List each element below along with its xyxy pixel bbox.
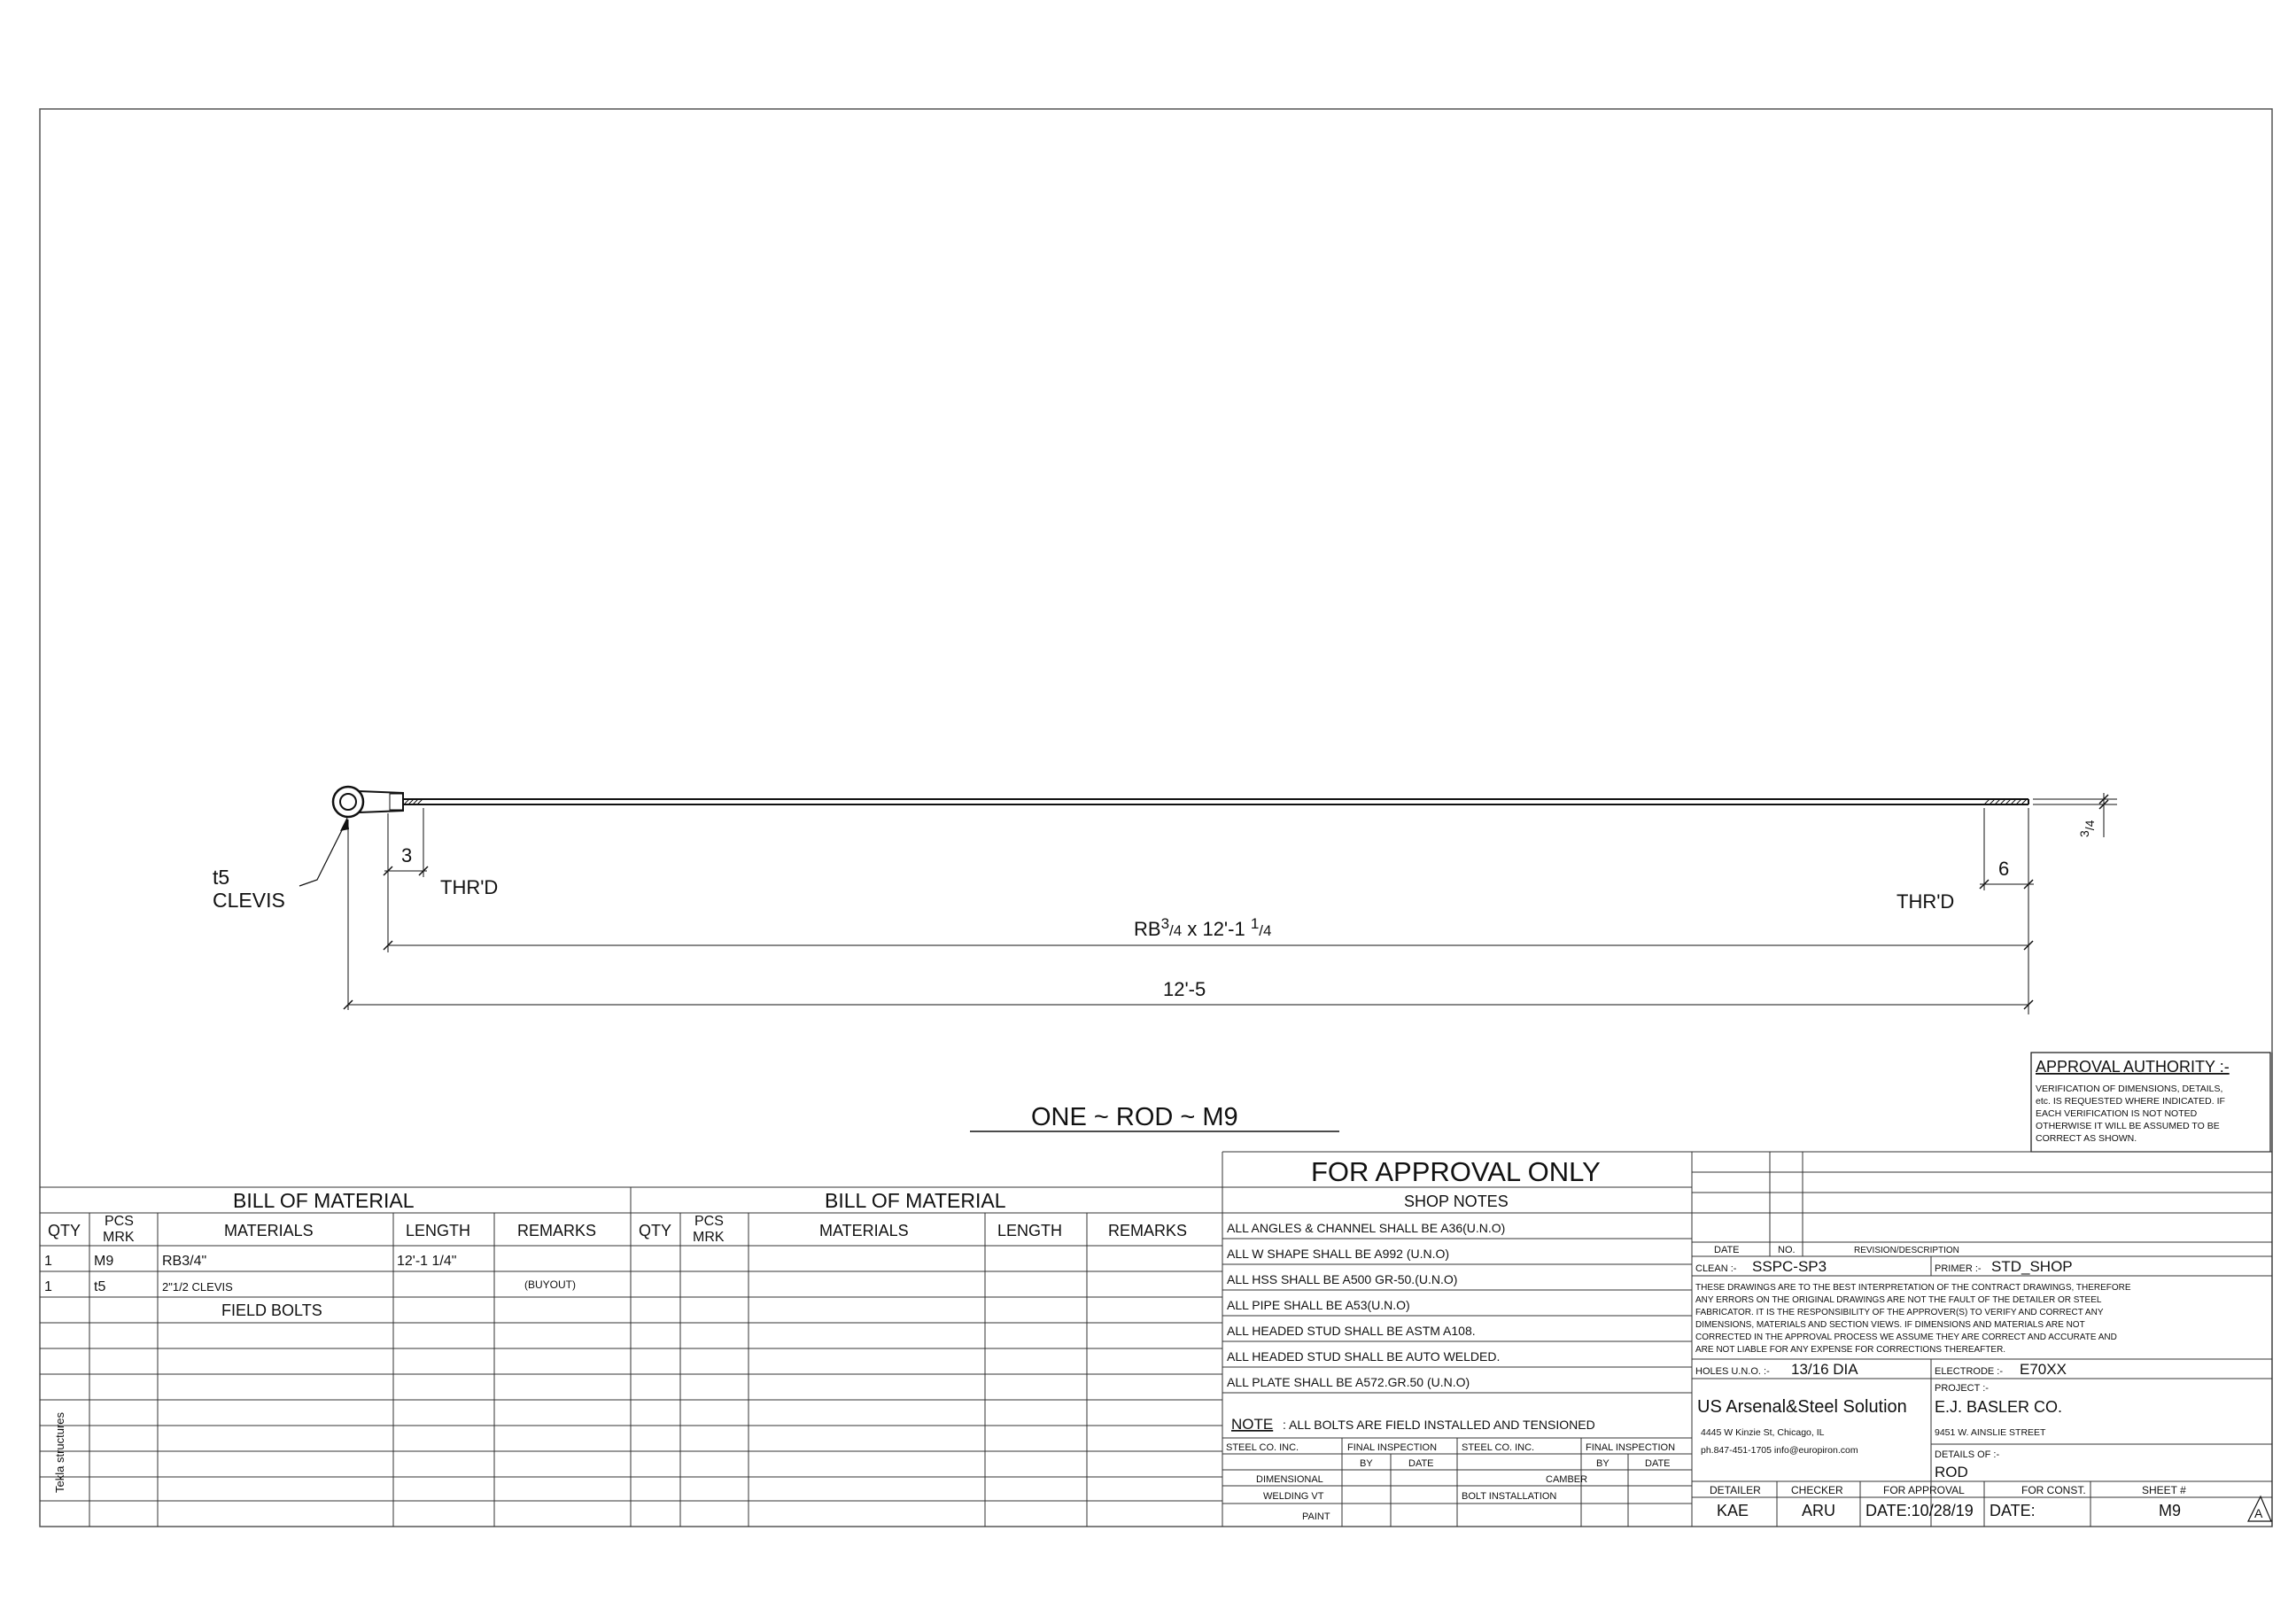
approval-authority-box — [2031, 1053, 2270, 1152]
approval-line-3: EACH VERIFICATION IS NOT NOTED — [2036, 1108, 2198, 1119]
insp-camber: CAMBER — [1546, 1474, 1588, 1485]
approval-authority-title: APPROVAL AUTHORITY :- — [2036, 1058, 2230, 1076]
rod-dim-num2: 1 — [1250, 915, 1260, 932]
overall-dimension-text: 12'-5 — [1163, 978, 1206, 1000]
clevis-pin — [340, 794, 356, 810]
insp-paint: PAINT — [1302, 1511, 1330, 1522]
bom-row-1-mrk: M9 — [94, 1254, 114, 1269]
clean-value: SSPC-SP3 — [1752, 1258, 1827, 1275]
bom-header-remarks-2: REMARKS — [1108, 1222, 1188, 1239]
bom-row-2-mrk: t5 — [94, 1279, 106, 1294]
shop-note-1: ALL ANGLES & CHANNEL SHALL BE A36(U.N.O) — [1227, 1221, 1506, 1235]
bom-header-length-2: LENGTH — [997, 1222, 1063, 1239]
approval-line-2: etc. IS REQUESTED WHERE INDICATED. IF — [2036, 1096, 2225, 1107]
bom-row-1-qty: 1 — [44, 1254, 52, 1269]
shop-note-3: ALL HSS SHALL BE A500 GR-50.(U.N.O) — [1227, 1272, 1458, 1286]
insp-dimensional: DIMENSIONAL — [1256, 1474, 1323, 1485]
clevis-thread — [390, 794, 403, 810]
note-label: NOTE — [1231, 1416, 1274, 1433]
rev-date-header: DATE — [1714, 1245, 1740, 1255]
bom-row-2-remarks: (BUYOUT) — [524, 1278, 576, 1291]
insp-by-2: BY — [1596, 1458, 1610, 1469]
view-title: ONE ~ ROD ~ M9 — [1031, 1103, 1238, 1131]
clean-label: CLEAN :- — [1695, 1263, 1737, 1274]
bom-row-2-material: 2"1/2 CLEVIS — [162, 1280, 233, 1294]
insp-date-2: DATE — [1645, 1458, 1671, 1469]
insp-bolt-install: BOLT INSTALLATION — [1462, 1491, 1557, 1502]
shop-note-7: ALL PLATE SHALL BE A572.GR.50 (U.N.O) — [1227, 1375, 1470, 1389]
electrode-label: ELECTRODE :- — [1935, 1366, 2004, 1377]
bom-header-length: LENGTH — [406, 1222, 471, 1239]
shop-note-5: ALL HEADED STUD SHALL BE ASTM A108. — [1227, 1324, 1476, 1338]
clevis-label-text: CLEVIS — [213, 889, 285, 912]
details-value: ROD — [1935, 1464, 1968, 1480]
insp-final-1: FINAL INSPECTION — [1347, 1442, 1438, 1453]
dia-num: 3 — [2077, 830, 2091, 837]
bom-field-bolts: FIELD BOLTS — [221, 1302, 322, 1319]
disclaimer-line-2: ANY ERRORS ON THE ORIGINAL DRAWINGS ARE NOT THE FAULT OF THE DETAILER OR STEEL — [1695, 1295, 2102, 1305]
shop-note-2: ALL W SHAPE SHALL BE A992 (U.N.O) — [1227, 1247, 1450, 1261]
bom-header-mrk: MRK — [103, 1230, 135, 1245]
checker-value: ARU — [1802, 1502, 1836, 1519]
detailer-label: DETAILER — [1710, 1484, 1761, 1496]
insp-final-2: FINAL INSPECTION — [1586, 1442, 1676, 1453]
clevis-leader — [299, 820, 347, 886]
for-const-label: FOR CONST. — [2021, 1484, 2086, 1496]
project-address: 9451 W. AINSLIE STREET — [1935, 1427, 2046, 1438]
insp-by-1: BY — [1360, 1458, 1373, 1469]
insp-steel-co-1: STEEL CO. INC. — [1226, 1442, 1299, 1453]
thrd-right-text: THR'D — [1897, 890, 1955, 913]
project-label: PROJECT :- — [1935, 1383, 1989, 1394]
disclaimer-line-4: DIMENSIONS, MATERIALS AND SECTION VIEWS. IF DIMENSIONS AND MATERIALS ARE NOT — [1695, 1320, 2085, 1330]
bom-header-remarks: REMARKS — [517, 1222, 597, 1239]
rod-detail-view — [299, 787, 2117, 1014]
bom-header-pcs-2: PCS — [694, 1214, 724, 1229]
insp-date-1: DATE — [1408, 1458, 1434, 1469]
approval-line-4: OTHERWISE IT WILL BE ASSUMED TO BE — [2036, 1121, 2220, 1131]
holes-label: HOLES U.N.O. :- — [1695, 1366, 1770, 1377]
sheet-label: SHEET # — [2142, 1484, 2186, 1496]
diameter-dimension-text: $^3_/$4 — [2077, 820, 2097, 837]
bom-side-label: Tekla structures — [53, 1411, 66, 1493]
disclaimer-line-3: FABRICATOR. IT IS THE RESPONSIBILITY OF THE APPROVER(S) TO VERIFY AND CORRECT ANY — [1695, 1308, 2104, 1317]
rev-desc-header: REVISION/DESCRIPTION — [1854, 1246, 1959, 1255]
shop-notes-title: SHOP NOTES — [1404, 1193, 1509, 1210]
bom-header-mrk-2: MRK — [693, 1230, 725, 1245]
rod-dim-den: 4 — [1173, 922, 1183, 939]
clevis-body — [359, 791, 403, 812]
clevis-label-mark: t5 — [213, 866, 230, 889]
company-address: 4445 W Kinzie St, Chicago, IL — [1701, 1427, 1825, 1438]
disclaimer-line-1: THESE DRAWINGS ARE TO THE BEST INTERPRETATION OF THE CONTRACT DRAWINGS, THEREFORE — [1695, 1283, 2131, 1293]
project-value: E.J. BASLER CO. — [1935, 1398, 2063, 1416]
bom-row-1-material: RB3/4" — [162, 1254, 207, 1269]
company-contact: ph.847-451-1705 info@europiron.com — [1701, 1445, 1858, 1456]
thrd-left-text: THR'D — [440, 876, 499, 898]
for-approval-label: FOR APPROVAL — [1883, 1484, 1965, 1496]
revision-letter: A — [2254, 1506, 2263, 1520]
dia-den: 4 — [2083, 820, 2097, 828]
bom-title-left: BILL OF MATERIAL — [233, 1189, 415, 1212]
bom-header-pcs: PCS — [105, 1214, 134, 1229]
bom-row-2-qty: 1 — [44, 1279, 52, 1294]
insp-steel-co-2: STEEL CO. INC. — [1462, 1442, 1535, 1453]
clevis-eye — [333, 787, 363, 817]
shop-note-4: ALL PIPE SHALL BE A53(U.N.O) — [1227, 1298, 1410, 1312]
insp-welding: WELDING VT — [1263, 1491, 1324, 1502]
rod-dimension-text: $RB^3_/4$ x 12'-1 $^1_/$4 — [1134, 915, 1272, 940]
bom-row-1-length: 12'-1 1/4" — [397, 1254, 457, 1269]
bom-grid — [40, 1152, 1222, 1527]
checker-label: CHECKER — [1791, 1484, 1843, 1496]
electrode-value: E70XX — [2020, 1361, 2067, 1378]
primer-value: STD_SHOP — [1991, 1258, 2073, 1275]
bom-header-qty-2: QTY — [639, 1222, 672, 1239]
company-name: US Arsenal&Steel Solution — [1697, 1397, 1907, 1417]
detailer-value: KAE — [1717, 1502, 1749, 1519]
bom-header-materials: MATERIALS — [224, 1222, 314, 1239]
bom-header-qty: QTY — [48, 1222, 81, 1239]
dim-3-text: 3 — [401, 844, 413, 866]
rod-dim-prefix: RB — [1134, 918, 1161, 940]
for-approval-value: DATE:10/28/19 — [1866, 1502, 1974, 1519]
shop-note-6: ALL HEADED STUD SHALL BE AUTO WELDED. — [1227, 1349, 1501, 1364]
note-text: : ALL BOLTS ARE FIELD INSTALLED AND TENSIONED — [1283, 1418, 1595, 1432]
details-label: DETAILS OF :- — [1935, 1449, 2000, 1460]
rod-dim-mid: x 12'-1 — [1182, 918, 1251, 940]
disclaimer-line-6: ARE NOT LIABLE FOR ANY EXPENSE FOR CORRECTIONS THEREAFTER. — [1695, 1345, 2006, 1355]
primer-label: PRIMER :- — [1935, 1263, 1982, 1274]
for-const-value: DATE: — [1990, 1502, 2036, 1519]
for-approval-banner: FOR APPROVAL ONLY — [1311, 1156, 1601, 1187]
rod-dim-num: 3 — [1160, 915, 1170, 932]
approval-line-5: CORRECT AS SHOWN. — [2036, 1133, 2137, 1144]
disclaimer-line-5: CORRECTED IN THE APPROVAL PROCESS WE ASSUME THEY ARE CORRECT AND ACCURATE AND — [1695, 1333, 2117, 1342]
bom-title-right: BILL OF MATERIAL — [825, 1189, 1006, 1212]
rev-no-header: NO. — [1778, 1245, 1796, 1255]
rod-dim-den2: 4 — [1263, 922, 1272, 939]
sheet-value: M9 — [2159, 1502, 2182, 1519]
bom-header-materials-2: MATERIALS — [819, 1222, 909, 1239]
holes-value: 13/16 DIA — [1791, 1361, 1858, 1378]
dim-6-text: 6 — [1998, 858, 2010, 880]
approval-line-1: VERIFICATION OF DIMENSIONS, DETAILS, — [2036, 1084, 2223, 1094]
